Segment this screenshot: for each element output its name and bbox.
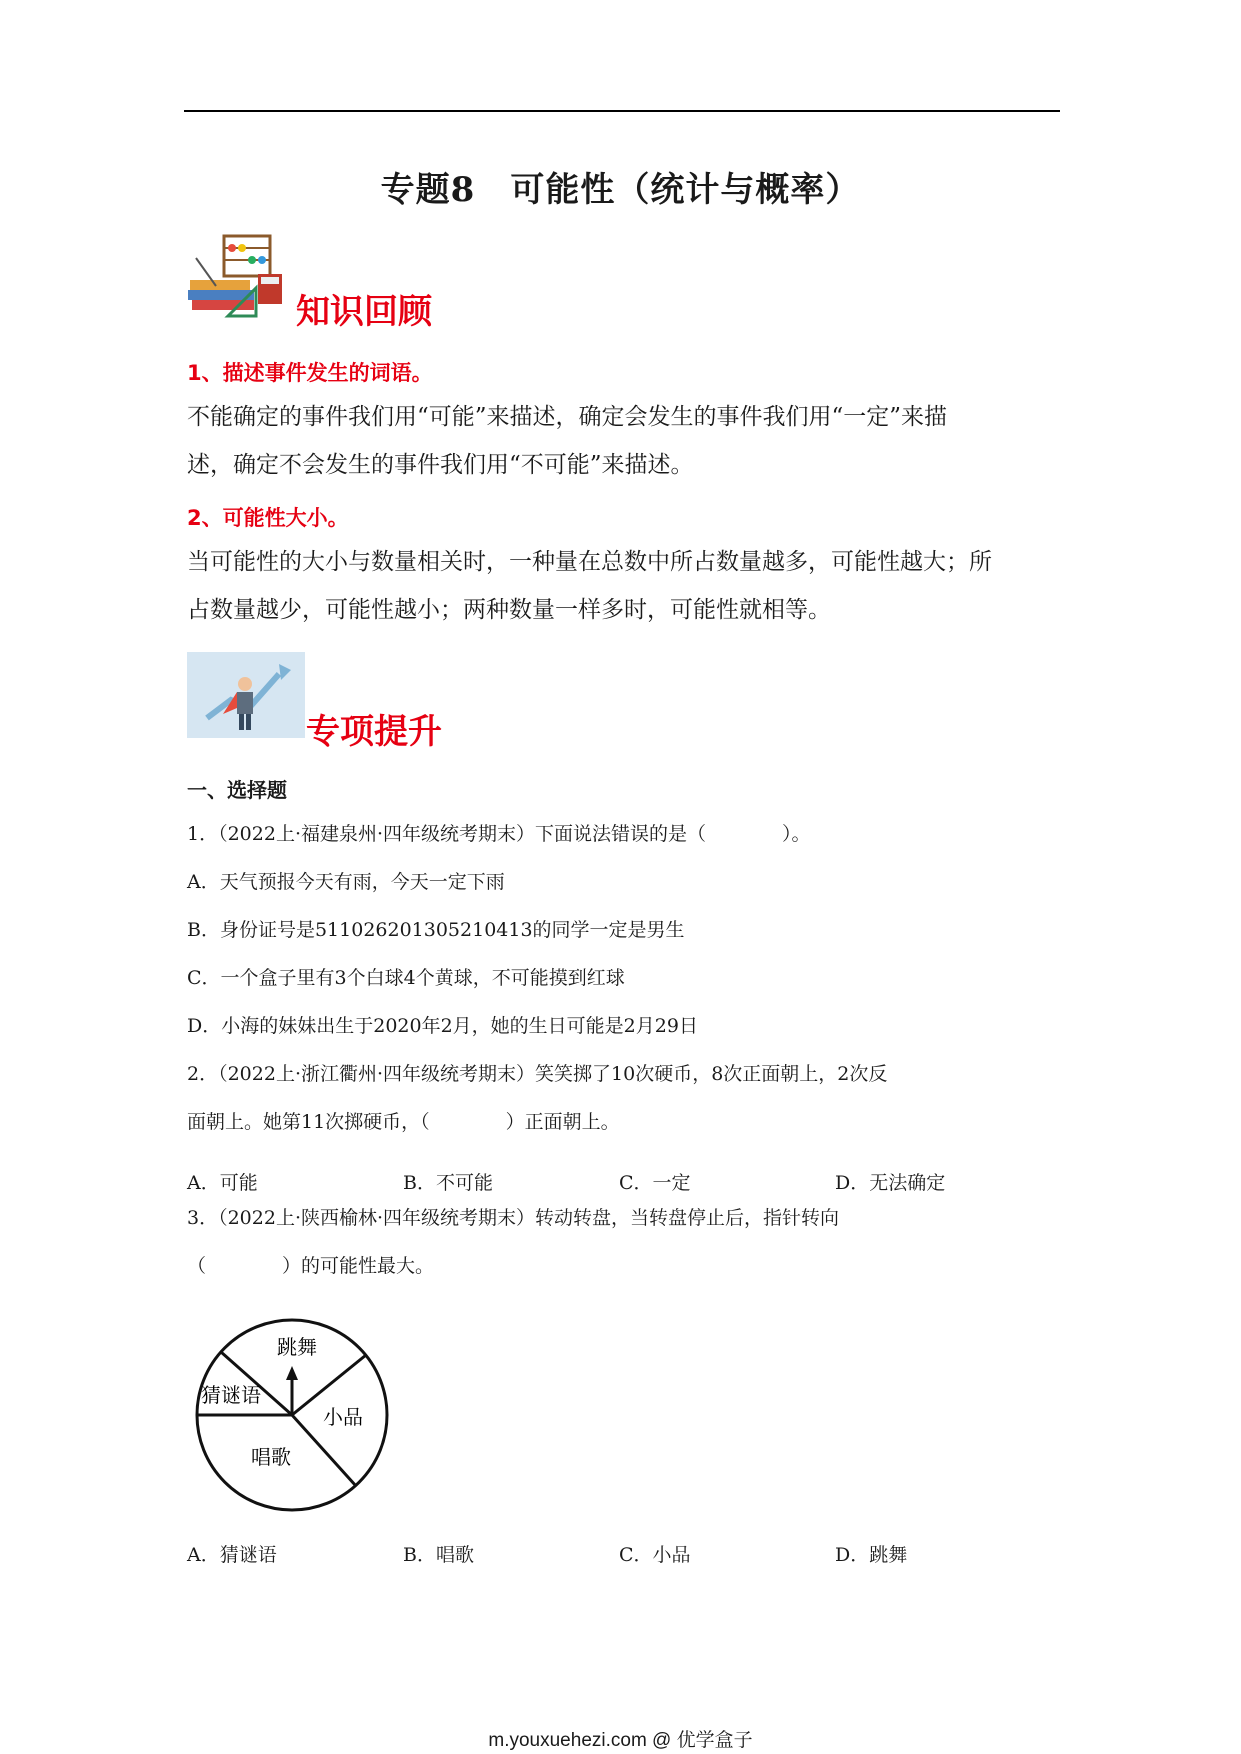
option-a: A．天气预报今天有雨，今天一定下雨 [187, 871, 505, 893]
paragraph-line: 当可能性的大小与数量相关时，一种量在总数中所占数量越多，可能性越大；所 [187, 549, 992, 575]
review-paragraph-1 [187, 393, 947, 489]
question-stem: 1．（2022上·福建泉州·四年级统考期末）下面说法错误的是（ ）。 [187, 823, 811, 845]
question-2 [187, 1050, 887, 1146]
page-title: 专题8 可能性（统计与概率） [380, 170, 861, 210]
paragraph-line: 述，确定不会发生的事件我们用“不可能”来描述。 [187, 452, 694, 478]
question-3 [187, 1194, 839, 1290]
review-paragraph-2 [187, 538, 992, 634]
option-d: D．跳舞 [835, 1544, 908, 1566]
spinner-label-top: 跳舞 [277, 1335, 317, 1359]
option-d: D．无法确定 [835, 1172, 946, 1194]
option-c: C．一定 [619, 1172, 691, 1194]
review-subheading-1: 1、描述事件发生的词语。 [187, 361, 433, 385]
option-c: C．一个盒子里有3个白球4个黄球，不可能摸到红球 [187, 967, 625, 989]
question-stem: （ ）的可能性最大。 [187, 1255, 435, 1277]
spinner-label-right: 小品 [323, 1405, 363, 1429]
option-b: B．唱歌 [403, 1544, 474, 1566]
review-subheading-2: 2、可能性大小。 [187, 506, 349, 530]
question-stem: 2．（2022上·浙江衢州·四年级统考期末）笑笑掷了10次硬币，8次正面朝上，2次反 [187, 1063, 888, 1085]
header-rule [184, 110, 1060, 112]
section-heading-practice: 专项提升 [306, 712, 442, 752]
option-a: A．猜谜语 [187, 1544, 277, 1566]
part-title-choice: 一、选择题 [187, 778, 287, 802]
question-stem: 面朝上。她第11次掷硬币，（ ）正面朝上。 [187, 1111, 620, 1133]
section-icon-growth [187, 652, 305, 738]
spinner-label-bottom: 唱歌 [251, 1445, 291, 1469]
option-d: D．小海的妹妹出生于2020年2月，她的生日可能是2月29日 [187, 1015, 698, 1037]
spinner-figure [195, 1316, 395, 1516]
option-b: B．不可能 [403, 1172, 493, 1194]
question-stem: 3．（2022上·陕西榆林·四年级统考期末）转动转盘，当转盘停止后，指针转向 [187, 1207, 840, 1229]
paragraph-line: 占数量越少，可能性越小；两种数量一样多时，可能性就相等。 [187, 597, 831, 623]
spinner-label-left: 猜谜语 [201, 1383, 261, 1407]
paragraph-line: 不能确定的事件我们用“可能”来描述，确定会发生的事件我们用“一定”来描 [187, 404, 948, 430]
option-a: A．可能 [187, 1172, 258, 1194]
section-icon-books [186, 228, 286, 318]
section-heading-review: 知识回顾 [296, 292, 432, 332]
option-c: C．小品 [619, 1544, 691, 1566]
option-b: B．身份证号是511026201305210413的同学一定是男生 [187, 919, 685, 941]
footer-source: m.youxuehezi.com @ 优学盒子 [488, 1730, 753, 1751]
question-1 [187, 810, 811, 1050]
